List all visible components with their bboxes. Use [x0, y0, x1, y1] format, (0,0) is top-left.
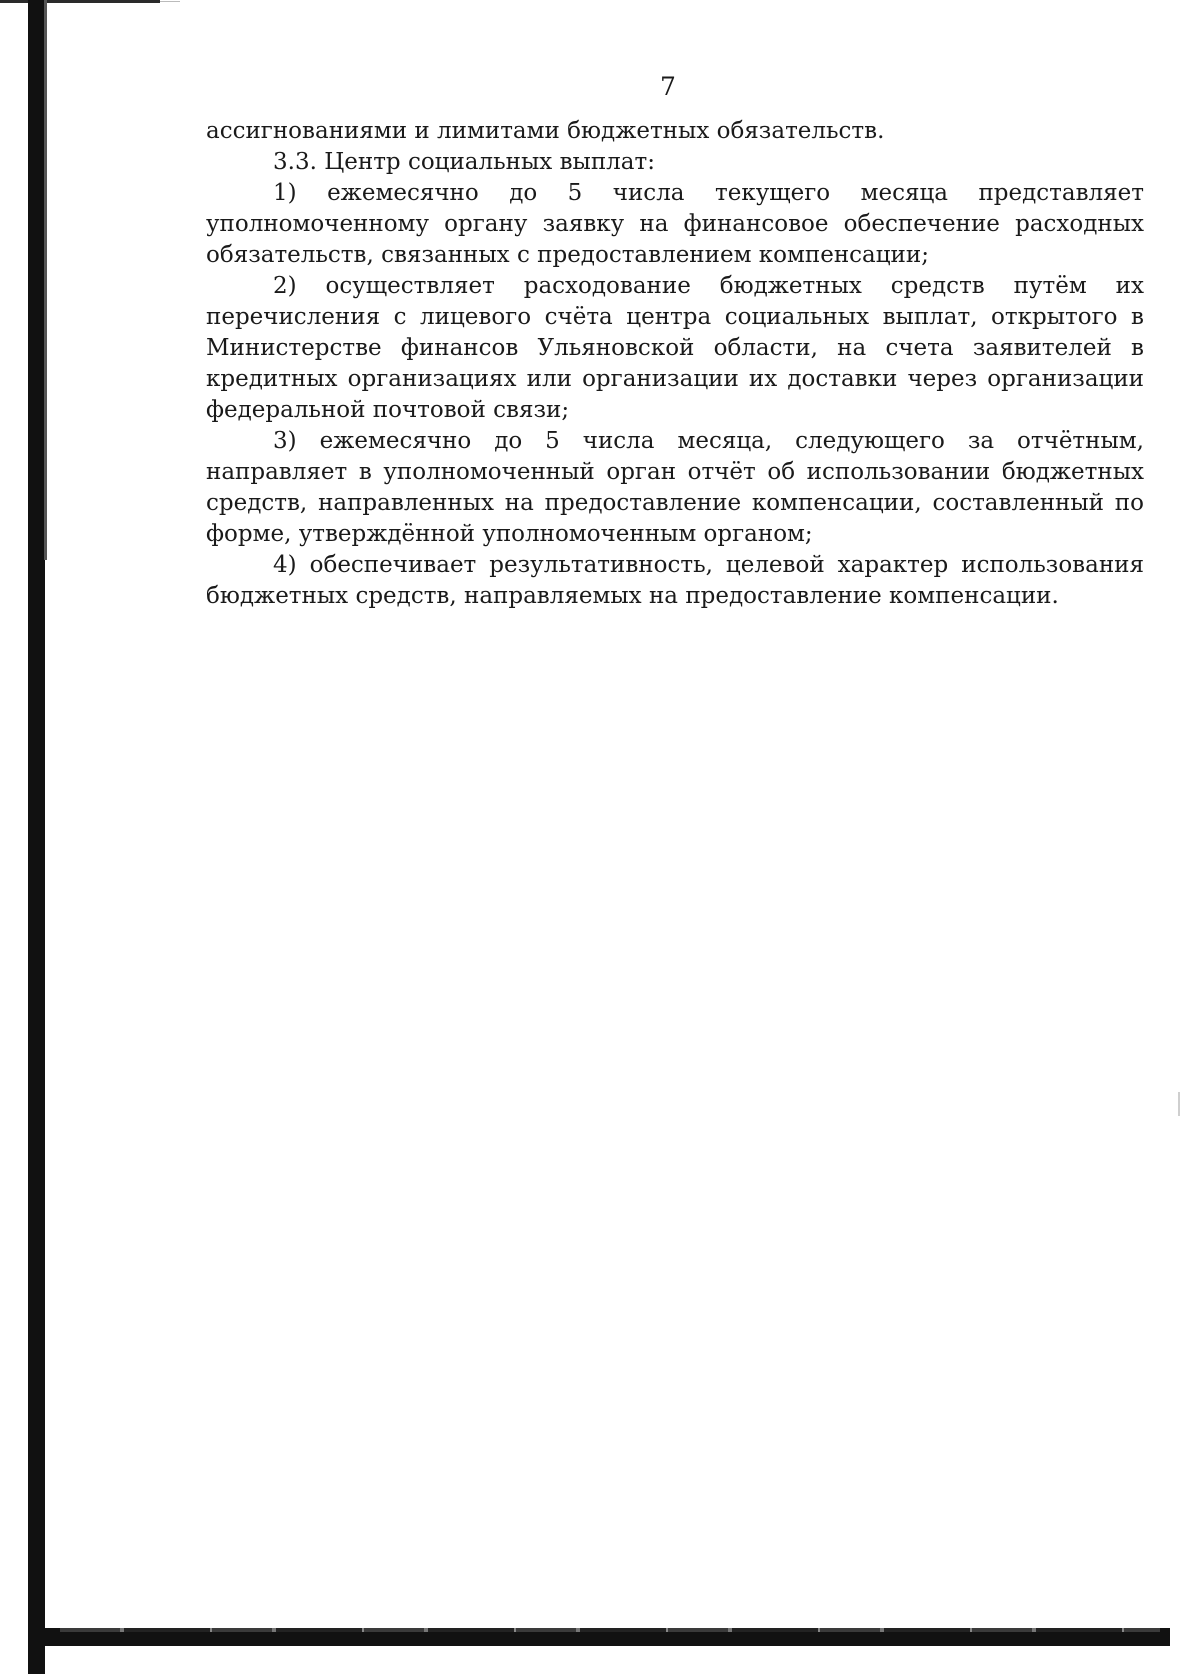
page-number: 7 [660, 72, 676, 101]
paragraph-continuation: ассигнованиями и лимитами бюджетных обязательств. [206, 118, 885, 144]
scan-edge-left [28, 0, 45, 1674]
paragraph-item-4: 4) обеспечивает результативность, целевой характер использования бюджетных средств, направляемых на предоставление компенсации. [206, 552, 1144, 609]
document-body [206, 116, 1144, 612]
scan-edge-top [0, 0, 160, 3]
paragraph-item-2: 2) осуществляет расходование бюджетных средств путём их перечисления с лицевого счёта центра социальных выплат, открытого в Министерстве финансов Ульяновской области, на счета заявителей в кредитных организациях или организации их доставки через организации федеральной почтовой связи; [206, 273, 1144, 423]
scan-edge-bottom-grain [60, 1628, 1160, 1632]
paragraph-item-3: 3) ежемесячно до 5 числа месяца, следующего за отчётным, направляет в уполномоченный орган отчёт об использовании бюджетных средств, направленных на предоставление компенсации, составленный по форме, утверждённой уполномоченным органом; [206, 428, 1144, 547]
paragraph-item-1: 1) ежемесячно до 5 числа текущего месяца представляет уполномоченному органу заявку на финансовое обеспечение расходных обязательств, связанных с предоставлением компенсации; [206, 180, 1144, 268]
scan-edge-top-thin [160, 1, 180, 2]
scan-edge-left-thin [44, 0, 47, 560]
scan-speck [1178, 1092, 1180, 1116]
paragraph-section-3-3: 3.3. Центр социальных выплат: [273, 149, 655, 175]
